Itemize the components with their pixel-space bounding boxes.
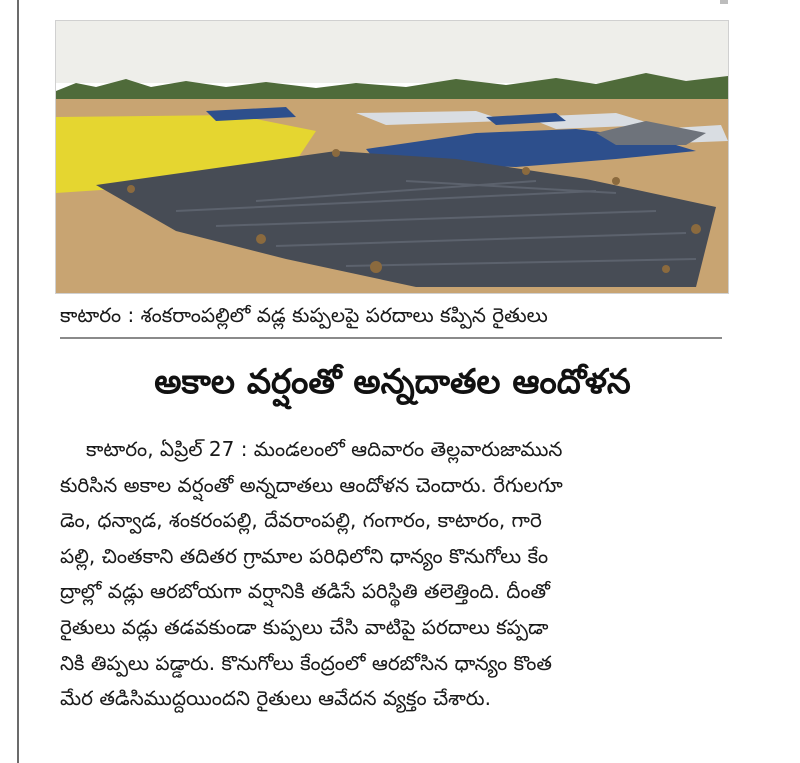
cropped-next-line [250, 752, 510, 763]
news-photo [55, 20, 729, 294]
article-line: రైతులు వడ్లు తడవకుండా కుప్పలు చేసి వాటిపై పరదాలు కప్పడా [60, 614, 549, 639]
article-headline: అకాల వర్షంతో అన్నదాతల ఆందోళన [154, 362, 631, 402]
photo-icon [56, 21, 728, 293]
article-body [60, 432, 725, 717]
article-line: మేర తడిసిముద్దయిందని రైతులు ఆవేదన వ్యక్తం చేశారు. [60, 686, 491, 711]
caption-divider [60, 337, 722, 339]
article-line: నికి తిప్పలు పడ్డారు. కొనుగోలు కేంద్రంలో ఆరబోసిన ధాన్యం కొంత [60, 650, 552, 675]
page-edge-mark [720, 0, 728, 4]
column-divider [17, 0, 19, 763]
article-line: ద్రాల్లో వడ్లు ఆరబోయగా వర్షానికి తడిసే పరిస్థితి తలెత్తింది. దీంతో [60, 579, 551, 604]
photo-caption: కాటారం : శంకరాంపల్లిలో వడ్ల కుప్పలపై పరదాలు కప్పిన రైతులు [60, 303, 548, 327]
article-line: కాటారం, ఏప్రిల్ 27 : మండలంలో ఆదివారం తెల్లవారుజామున [86, 437, 563, 461]
article-line: కురిసిన అకాల వర్షంతో అన్నదాతలు ఆందోళన చెందారు. రేగులగూ [60, 472, 563, 497]
article-line: డెం, ధన్వాడ, శంకరంపల్లి, దేవరాంపల్లి, గంగారం, కాటారం, గారె [60, 508, 542, 533]
article-line: పల్లి, చింతకాని తదితర గ్రామాల పరిధిలోని ధాన్యం కొనుగోలు కేం [60, 543, 549, 568]
